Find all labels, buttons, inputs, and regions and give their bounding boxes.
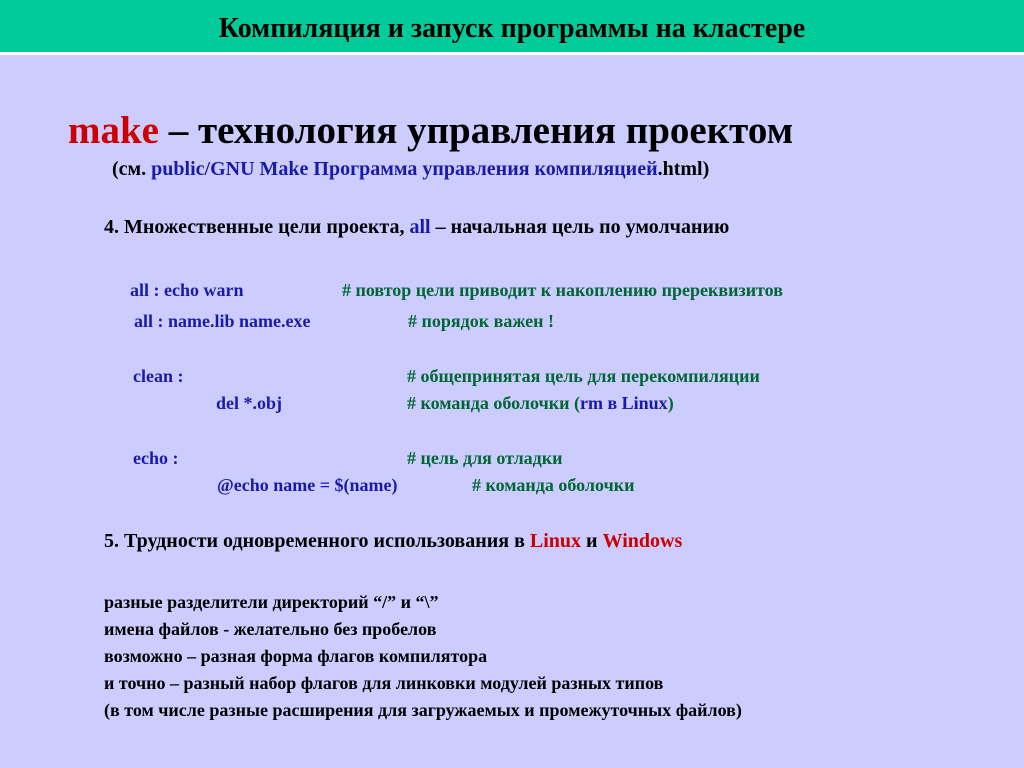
- list-item: имена файлов - желательно без пробелов: [104, 619, 437, 639]
- code-comment-4-b: в Linux: [602, 393, 668, 413]
- code-line-4: del *.obj: [216, 393, 283, 413]
- section-4-prefix: 4. Множественные цели проекта,: [104, 216, 410, 238]
- code-comment-4-a: # команда оболочки (: [407, 393, 580, 413]
- subheading: [112, 158, 709, 181]
- section-5-heading: [104, 530, 682, 553]
- code-line-3: clean :: [133, 366, 184, 386]
- code-comment-1: # повтор цели приводит к накоплению пререквизитов: [342, 280, 783, 300]
- subheading-open: (см.: [112, 158, 152, 180]
- code-comment-4: [407, 393, 674, 414]
- code-line-6: @echo name = $(name): [217, 475, 398, 495]
- section-5-windows: Windows: [602, 530, 683, 552]
- subheading-close: .html): [657, 158, 710, 180]
- section-4-heading: [104, 216, 729, 239]
- list-item: возможно – разная форма флагов компилятора: [104, 646, 488, 666]
- code-comment-4-rm: rm: [579, 393, 603, 413]
- section-4-suffix: – начальная цель по умолчанию: [430, 216, 730, 238]
- code-comment-2: # порядок важен !: [408, 311, 554, 331]
- list-item: и точно – разный набор флагов для линковки модулей разных типов: [104, 673, 664, 693]
- code-comment-5: # цель для отладки: [407, 448, 563, 468]
- section-5-prefix: 5. Трудности одновременного использования в: [104, 530, 530, 552]
- section-5-linux: Linux: [529, 530, 582, 552]
- code-line-1: all : echo warn: [130, 280, 244, 300]
- section-5-and: и: [581, 530, 603, 552]
- subheading-link[interactable]: public/GNU Make Программа управления компиляцией: [151, 158, 658, 180]
- title-bar: [0, 0, 1024, 55]
- code-comment-6: # команда оболочки: [472, 475, 635, 495]
- code-comment-3: # общепринятая цель для перекомпиляции: [407, 366, 760, 386]
- code-line-2: all : name.lib name.exe: [134, 311, 311, 331]
- slide-title: Компиляция и запуск программы на кластере: [218, 13, 806, 44]
- heading-rest: – технология управления проектом: [168, 109, 794, 152]
- code-line-5: echo :: [133, 448, 179, 468]
- make-keyword: make: [68, 109, 159, 152]
- list-item: разные разделители директорий “/” и “\”: [104, 592, 439, 612]
- list-item: (в том числе разные расширения для загружаемых и промежуточных файлов): [104, 700, 742, 720]
- section-4-keyword: all: [409, 216, 431, 238]
- code-comment-4-c: ): [667, 393, 674, 413]
- main-heading: [68, 108, 793, 153]
